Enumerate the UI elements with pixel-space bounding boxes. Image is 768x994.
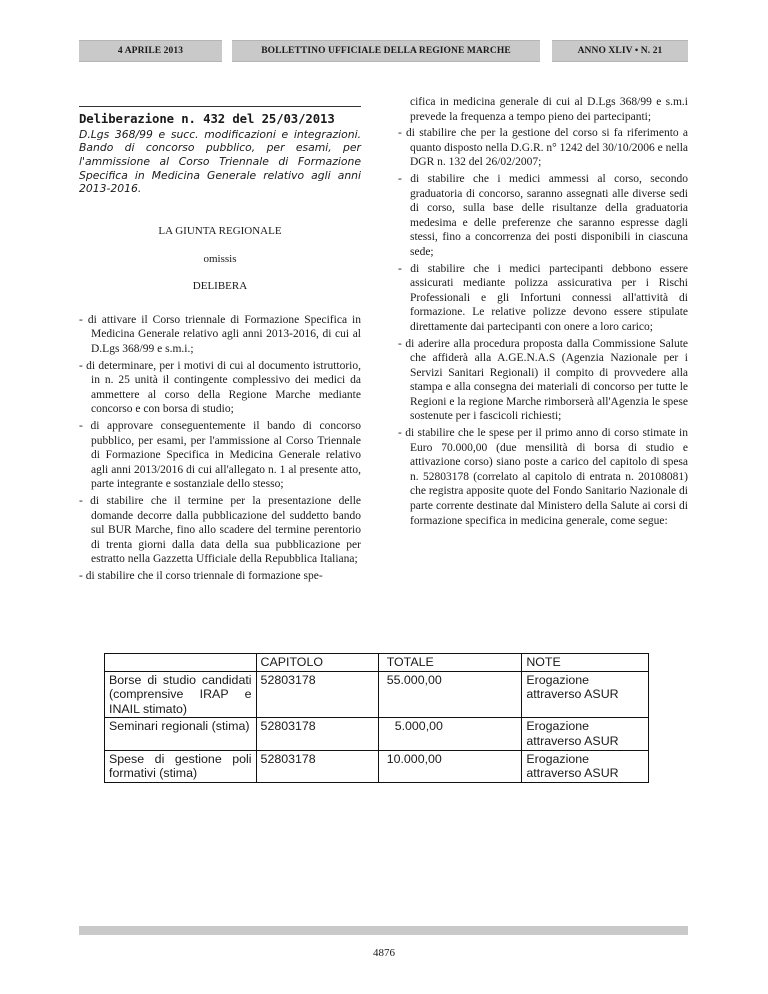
header-date-bar [79, 40, 222, 62]
table-cell-description: Seminari regionali (stima) [105, 718, 257, 750]
table-header-cell: CAPITOLO [256, 654, 378, 672]
table-header-cell [105, 654, 257, 672]
header-date: 4 APRILE 2013 [117, 46, 184, 56]
left-item-list [79, 313, 361, 584]
table-cell-capitolo: 52803178 [256, 671, 378, 718]
list-item: - di stabilire che le spese per il primo anno di corso stimate in Euro 70.000,00 (due mensilità di borsa di studio e attivazione corso) siano poste a carico del capitolo di spesa n. 52803178 (correlato al capitolo di entrata n. 20108081) che registra apposite quote del Fondo Sanitario Nazionale di parte corrente destinate dal Ministero della Salute ai corsi di formazione specifica in medicina generale, come segue: [398, 427, 688, 527]
list-item: - di aderire alla procedura proposta dalla Commissione Salute che affiderà alla A.GE.N.A.S (Agenzia Nazionale per i Servizi Sanitari Regionali) il compito di provvedere alla stampa e alla consegna dei materiali di concorso per tutte le Regioni e la regione Marche rimborserà all'Agenzia le spese sostenute per i fascicoli richiesti; [398, 337, 688, 423]
table-cell-description: Borse di studio candidati (comprensive IRAP e INAIL stimato) [105, 671, 257, 718]
table-row [105, 750, 649, 782]
page-number: 4876 [373, 947, 395, 959]
delibera-heading: DELIBERA [192, 280, 248, 293]
list-item-continuation: cifica in medicina generale di cui al D.Lgs 368/99 e s.m.i prevede la frequenza a tempo pieno dei partecipanti; [410, 96, 688, 123]
table-cell-capitolo: 52803178 [256, 718, 378, 750]
omissis-text: omissis [203, 252, 237, 265]
table-cell-description: Spese di gestione poli formativi (stima) [105, 750, 257, 782]
list-item: - di approvare conseguentemente il bando di concorso pubblico, per esami, per l'ammissione al Corso Triennale di Formazione Specifica in Medicina Generale relativo agli anni 2013/2016 di cui all'allegato n. 1 al presente atto, parte integrante e sostanziale dello stesso; [79, 420, 361, 491]
right-column [398, 95, 688, 530]
table-header-cell: NOTE [522, 654, 649, 672]
header-issue: ANNO XLIV • N. 21 [577, 46, 663, 56]
table-header-row [105, 654, 649, 672]
table-cell-note: Erogazione attraverso ASUR [522, 671, 649, 718]
deliberation-title: Deliberazione n. 432 del 25/03/2013 [79, 112, 335, 126]
list-item: - di stabilire che per la gestione del corso si fa riferimento a quanto disposto nella D.G.R. n° 1242 del 30/10/2006 e nella DGR n. 132 del 26/02/2007; [398, 127, 689, 169]
footer-bar [79, 926, 688, 935]
list-item: - di stabilire che i medici ammessi al corso, secondo graduatoria di concorso, saranno assegnati alle diverse sedi di corso, sulla base delle risultanze della graduatoria medesima e delle preferenze che saranno espresse dagli stessi, fino a concorrenza dei posti disponibili in ciascuna sede; [398, 172, 688, 258]
left-column [79, 112, 361, 586]
table-row [105, 671, 649, 718]
table-header-cell: TOTALE [378, 654, 522, 672]
header-issue-bar [552, 40, 688, 62]
table-cell-totale: 55.000,00 [378, 671, 522, 718]
expense-table [104, 653, 649, 783]
table-cell-totale: 5.000,00 [378, 718, 522, 750]
list-item: - di stabilire che il termine per la presentazione delle domande decorre dalla pubblicazione del suddetto bando sul BUR Marche, fino allo scadere del termine perentorio di trenta giorni dalla data della sua pubblicazione per estratto nella Gazzetta Ufficiale della Repubblica Italiana; [79, 495, 361, 566]
list-item: - di stabilire che il corso triennale di formazione spe- [79, 569, 323, 582]
table-cell-note: Erogazione attraverso ASUR [522, 718, 649, 750]
deliberation-subtitle: D.Lgs 368/99 e succ. modificazioni e integrazioni. Bando di concorso pubblico, per esami, per l'ammissione al Corso Triennale di Formazione Specifica in Medicina Generale relativo agli anni 2013-2016. [79, 127, 361, 196]
list-item: - di attivare il Corso triennale di Formazione Specifica in Medicina Generale relativo agli anni 2013-2016, di cui al D.Lgs 368/99 e s.m.i.; [79, 313, 361, 356]
title-rule [79, 106, 361, 107]
list-item: - di stabilire che i medici partecipanti debbono essere assicurati mediante polizza assicurativa per i Rischi Professionali e gli Infortuni connessi all'attività di formazione. Le relative polizze devono essere stipulate direttamente dai partecipanti con onere a loro carico; [398, 262, 688, 333]
table-cell-capitolo: 52803178 [256, 750, 378, 782]
header-publication-bar [232, 40, 540, 62]
list-item: - di determinare, per i motivi di cui al documento istruttorio, in n. 25 unità il contingente complessivo dei medici da ammettere al corso della Regione Marche mediante concorso e con borsa di studio; [79, 359, 361, 416]
table-row [105, 718, 649, 750]
header-publication: BOLLETTINO UFFICIALE DELLA REGIONE MARCHE [261, 46, 511, 56]
table-cell-note: Erogazione attraverso ASUR [522, 750, 649, 782]
giunta-heading: LA GIUNTA REGIONALE [158, 225, 282, 238]
table-cell-totale: 10.000,00 [378, 750, 522, 782]
